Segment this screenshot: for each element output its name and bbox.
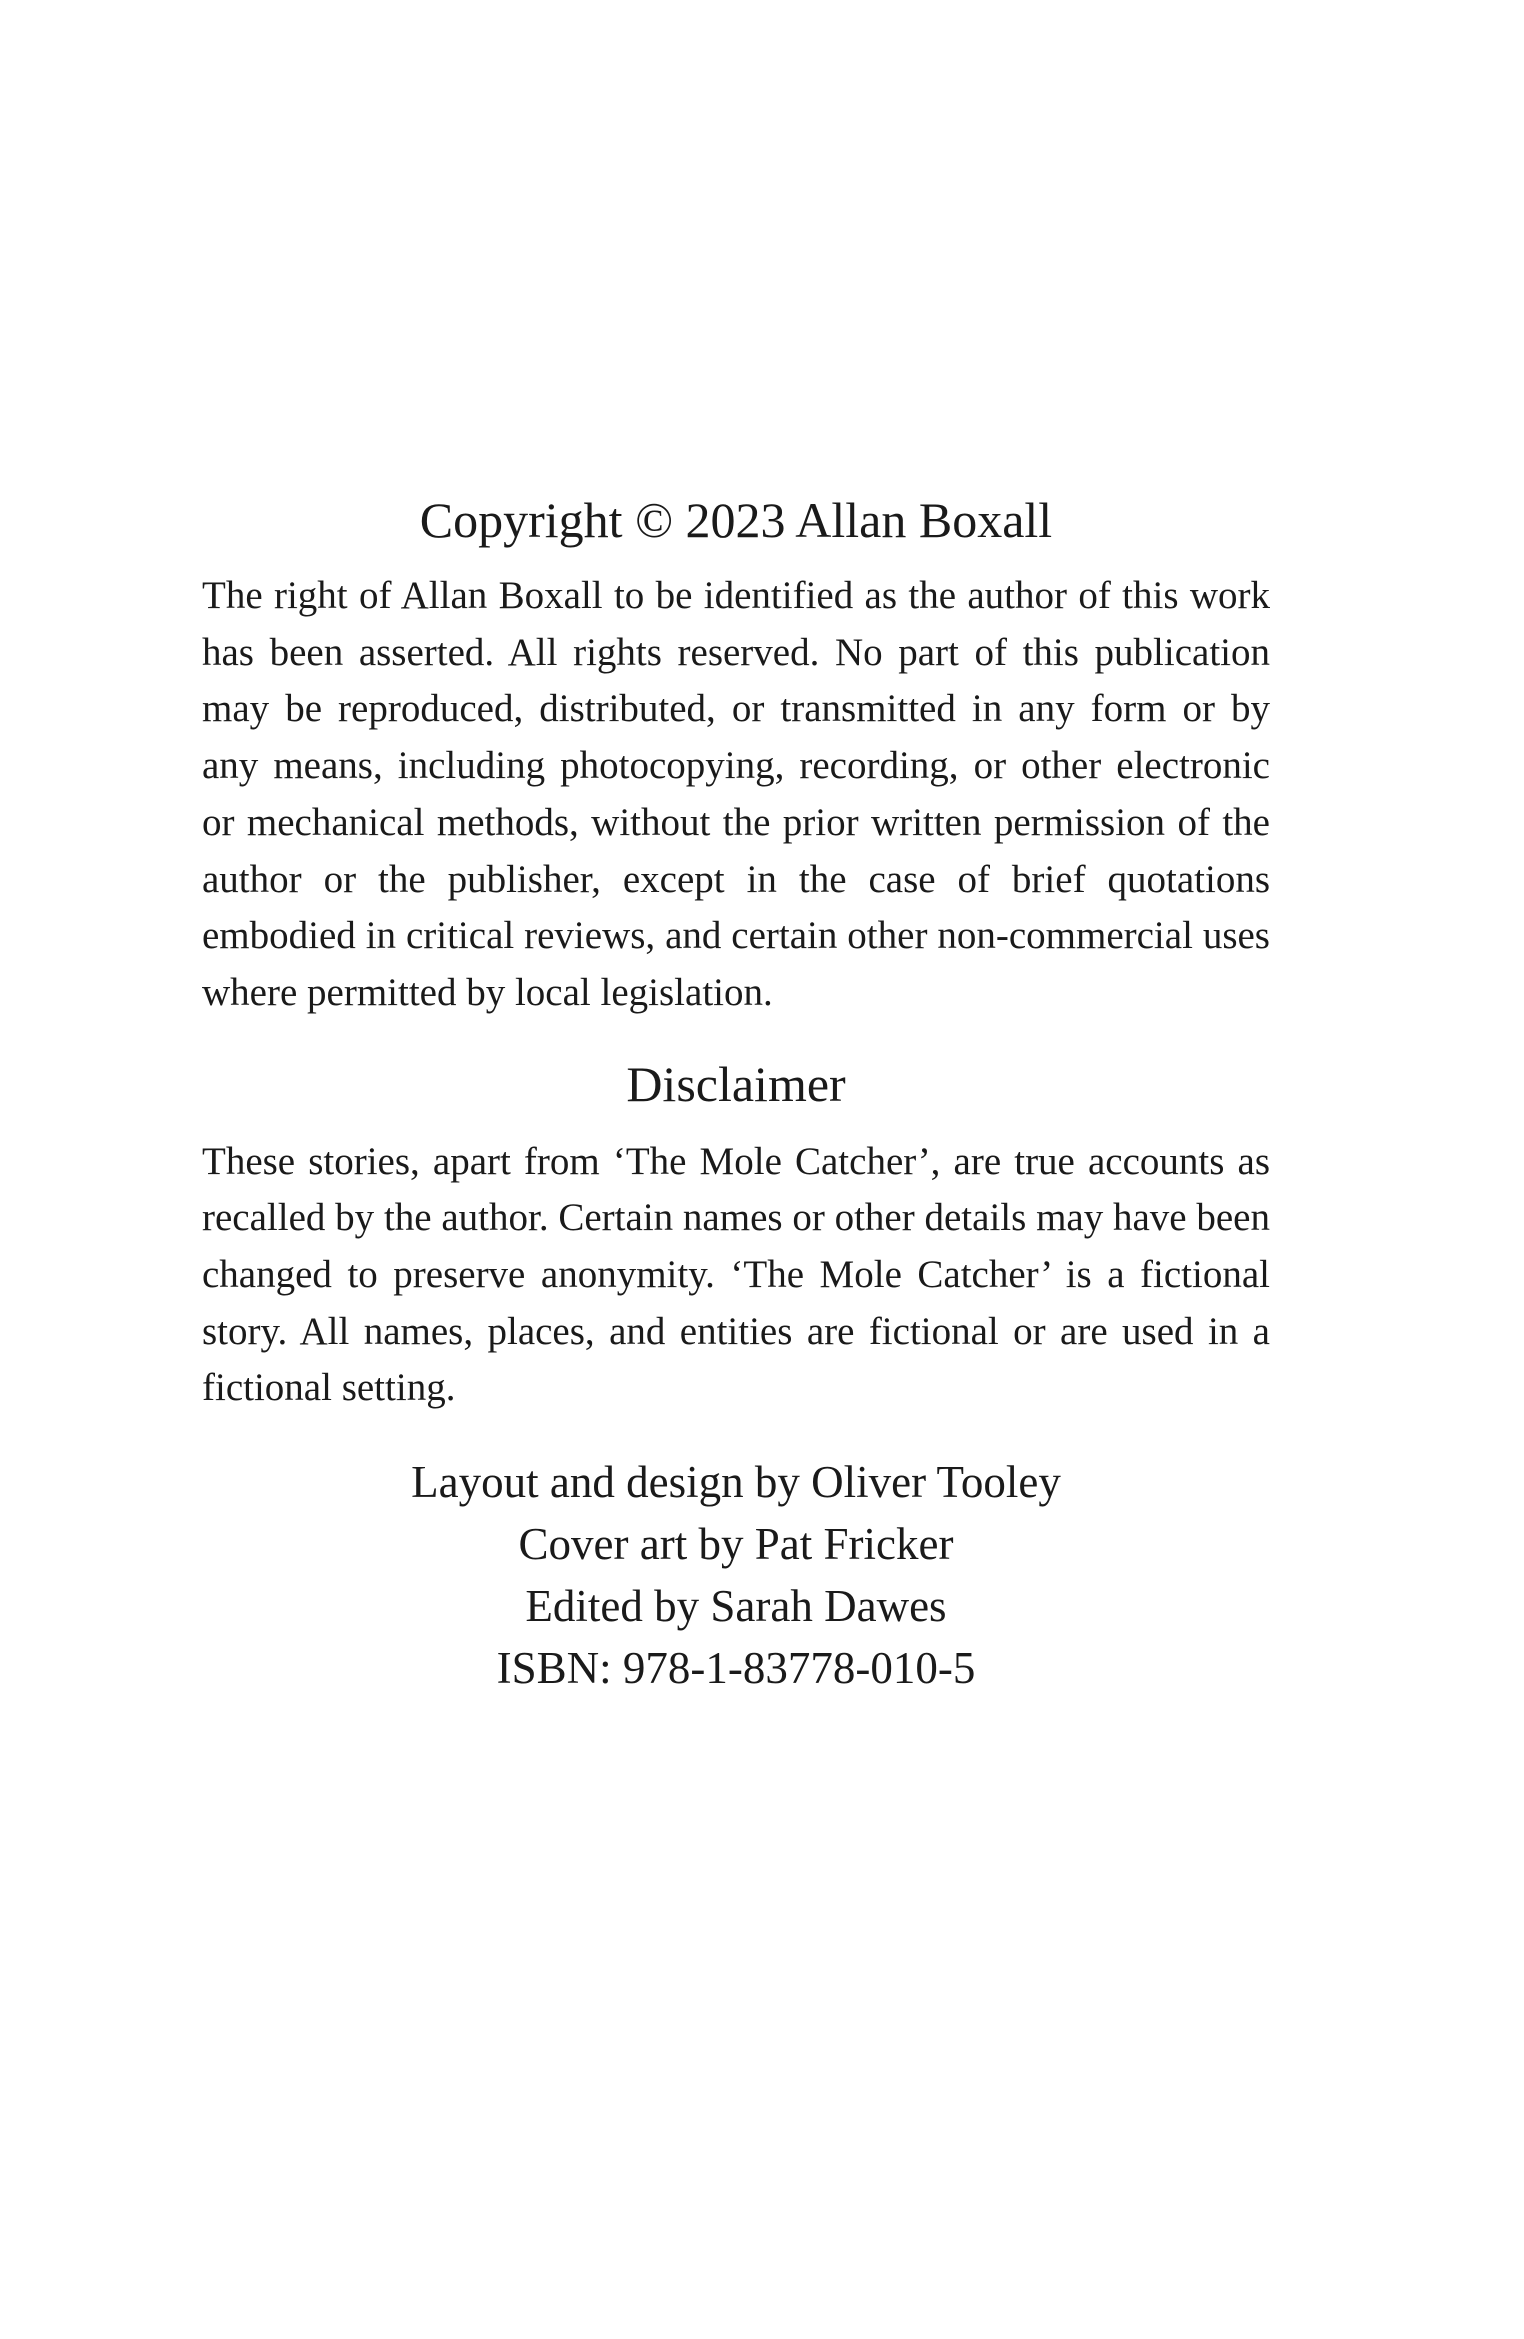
isbn: ISBN: 978-1-83778-010-5 <box>496 1643 976 1694</box>
copyright-page <box>202 490 1270 1699</box>
layout-credit: Layout and design by Oliver Tooley <box>411 1457 1061 1508</box>
editor-credit: Edited by Sarah Dawes <box>525 1581 947 1632</box>
credits-block <box>202 1451 1270 1699</box>
cover-art-credit: Cover art by Pat Fricker <box>518 1519 954 1570</box>
disclaimer-heading: Disclaimer <box>626 1055 846 1112</box>
disclaimer-text: These stories, apart from ‘The Mole Catcher’, are true accounts as recalled by the author. Certain names or other details may have been changed to preserve anonymity. ‘The Mole Catcher’ is a fictional story. All names, places, and entities are fictional or are used in a fictional setting. <box>202 1139 1270 1410</box>
copyright-notice: The right of Allan Boxall to be identified as the author of this work has been asserted. All rights reserved. No part of this publication may be reproduced, distributed, or transmitted in any form or by any means, including photocopying, recording, or other electronic or mechanical methods, without the prior written permission of the author or the publisher, except in the case of brief quotations embodied in critical reviews, and certain other non-commercial uses where permitted by local legislation. <box>202 574 1270 1014</box>
copyright-heading: Copyright © 2023 Allan Boxall <box>419 492 1053 548</box>
